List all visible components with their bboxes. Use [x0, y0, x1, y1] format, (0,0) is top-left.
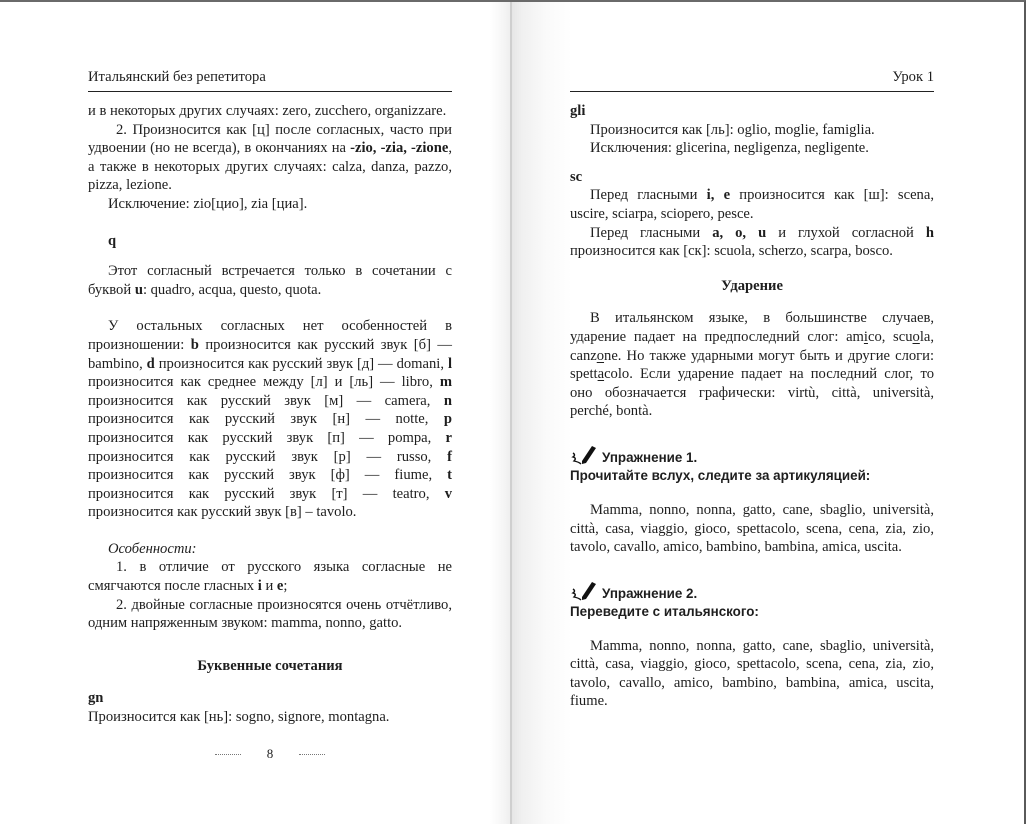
paragraph-other-consonants: У остальных согласных нет особенностей в произношении: b произносится как русский звук [б] — bambino, d произносится как русский звук [д] — domani, l произносится как среднее между [л] и [ль] — libro, m произносится как русский звук [м] — camera, n произносится как русский звук [н] — notte, p произносится как русский звук [п] — pompa, r произносится как русский звук [р] — russo, f произносится как русский звук [ф] — fiume, t произносится как русский звук [т] — teatro, v произносится как русский звук [в] – tavolo. [88, 318, 452, 521]
exercise-1 [570, 443, 934, 557]
page-number: 8 [88, 745, 452, 764]
letter-heading-gn: gn [88, 690, 104, 707]
paragraph-z-exception: Исключение: zio[цио], zia [циа]. [108, 195, 308, 212]
right-page-content [570, 68, 934, 711]
running-head-right: Урок 1 [570, 68, 934, 92]
pen-icon [570, 579, 598, 603]
paragraph-stress: В итальянском языке, в большинстве случаев, ударение падает на предпоследний слог: amico, scuola, canzone. Но также ударными могут быть и другие слоги: spettacolo. Если ударение падает на последний слог, то оно обозначается графически: virtù, città, università, perché, bontà. [570, 310, 934, 420]
paragraph-q: Этот согласный встречается только в сочетании с буквой u: quadro, acqua, questo, quota. [88, 263, 452, 298]
feature-2: 2. двойные согласные произносятся очень отчётливо, одним напряженным звуком: mamma, nonno, gatto. [88, 596, 452, 632]
section-title-letter-combinations: Буквенные сочетания [197, 657, 343, 674]
exercise-body: Mamma, nonno, nonna, gatto, cane, sbaglio, università, città, casa, viaggio, gioco, spettacolo, scena, cena, zia, zio, tavolo, cavallo, amico, bambino, bambina, amica, uscita, fiume. [570, 637, 934, 710]
exercise-title: Упражнение 1. [602, 449, 698, 465]
paragraph-z-rule-2: 2. Произносится как [ц] после согласных, часто при удвоении (но не всегда), в окончаниях на -zio, -zia, -zione, а также в некоторых других случаях: calza, danza, pazzo, pizza, lezione. [88, 121, 452, 194]
exercises [570, 443, 934, 711]
letter-heading-gli: gli [570, 103, 586, 119]
running-head-left: Итальянский без репетитора [88, 68, 452, 92]
exercise-instruction: Переведите с итальянского: [570, 603, 759, 619]
exercise-2 [570, 579, 934, 711]
paragraph-gli-exceptions: Исключения: glicerina, negligenza, negligente. [590, 140, 869, 157]
feature-1: 1. в отличие от русского языка согласные не смягчаются после гласных i и e; [88, 559, 452, 595]
book-spine [510, 2, 512, 824]
exercise-title: Упражнение 2. [602, 585, 698, 601]
letter-heading-sc: sc [570, 168, 583, 185]
section-title-stress: Ударение [721, 277, 783, 294]
paragraph-gli: Произносится как [ль]: oglio, moglie, famiglia. [590, 121, 875, 138]
features-label: Особенности: [108, 540, 197, 557]
paragraph-sc-1: Перед гласными i, e произносится как [ш]: scena, uscire, sciarpa, sciopero, pesce. [570, 187, 934, 222]
exercise-instruction: Прочитайте вслух, следите за артикуляцией: [570, 467, 871, 483]
paragraph-z-continued: и в некоторых других случаях: zero, zucchero, organizzare. [88, 103, 447, 119]
paragraph-gn: Произносится как [нь]: sogno, signore, montagna. [88, 709, 390, 726]
left-page-content [88, 68, 452, 763]
paragraph-sc-2: Перед гласными a, o, u и глухой согласной h произносится как [ск]: scuola, scherzo, scarpa, bosco. [570, 224, 934, 260]
exercise-body: Mamma, nonno, nonna, gatto, cane, sbaglio, università, città, casa, viaggio, gioco, spettacolo, scena, cena, zia, zio, tavolo, cavallo, amico, bambino, bambina, amica, uscita. [570, 501, 934, 556]
letter-heading-q: q [108, 232, 117, 249]
pen-icon [570, 443, 598, 467]
